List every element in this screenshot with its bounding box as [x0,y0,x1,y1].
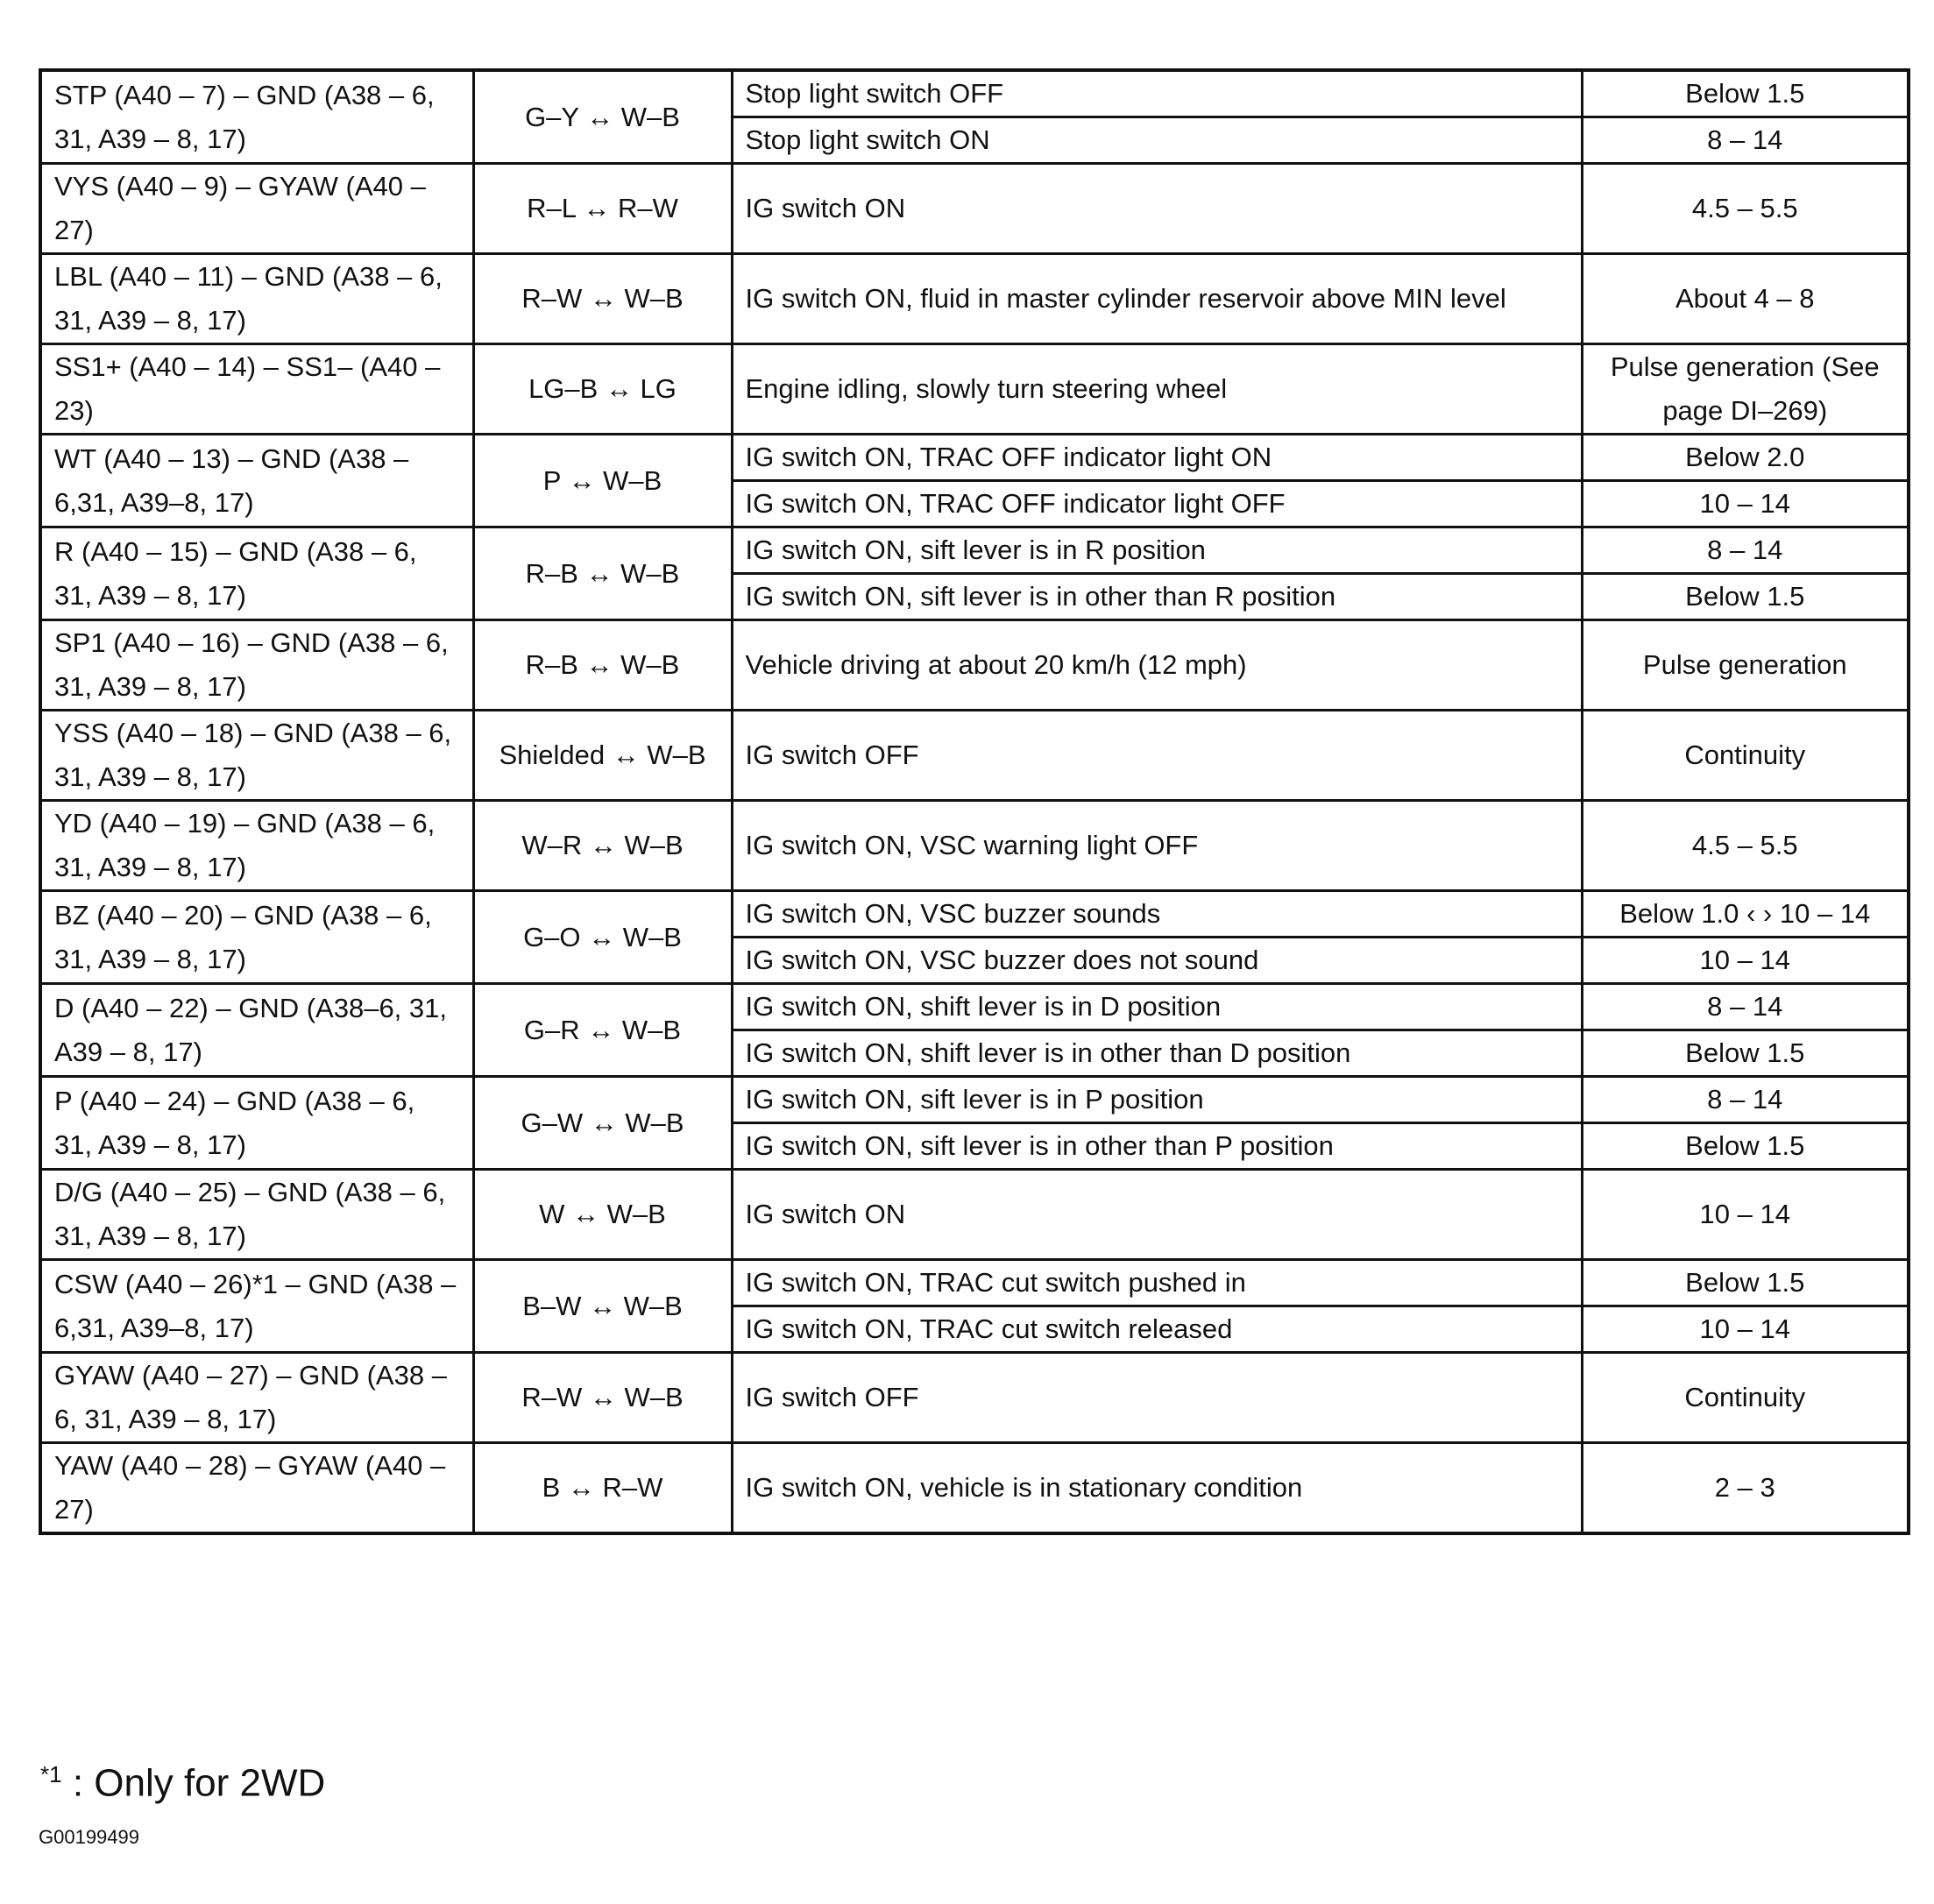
table-row [40,1260,1909,1306]
table-row [40,1077,1909,1123]
wiring-color-cell: W–R ↔ W–B [473,801,732,891]
specified-condition-cell: Continuity [1582,1353,1909,1443]
wiring-color-cell: W ↔ W–B [473,1170,732,1260]
condition-cell: IG switch ON, shift lever is in other than D position [732,1030,1582,1077]
specified-condition-cell: 10 – 14 [1582,1170,1909,1260]
wiring-color-cell: G–O ↔ W–B [473,891,732,984]
specified-condition-cell: 8 – 14 [1582,527,1909,574]
wiring-color-cell: G–R ↔ W–B [473,984,732,1077]
terminal-cell: VYS (A40 – 9) – GYAW (A40 – 27) [40,164,473,254]
specified-condition-cell: 2 – 3 [1582,1443,1909,1534]
specified-condition-cell: Pulse generation [1582,620,1909,711]
wiring-color-cell: Shielded ↔ W–B [473,711,732,801]
specified-condition-cell: 10 – 14 [1582,481,1909,527]
specified-condition-cell: Below 2.0 [1582,435,1909,481]
table-row [40,1170,1909,1260]
condition-cell: Stop light switch ON [732,117,1582,164]
terminal-cell: YD (A40 – 19) – GND (A38 – 6, 31, A39 – 8, 17) [40,801,473,891]
table-row [40,527,1909,574]
specified-condition-cell: 4.5 – 5.5 [1582,164,1909,254]
condition-cell: IG switch ON, fluid in master cylinder reservoir above MIN level [732,254,1582,344]
table-row [40,801,1909,891]
wiring-color-cell: R–L ↔ R–W [473,164,732,254]
table-row [40,891,1909,938]
terminal-cell: SS1+ (A40 – 14) – SS1– (A40 – 23) [40,344,473,435]
table-row [40,1353,1909,1443]
condition-cell: IG switch ON, sift lever is in other than P position [732,1123,1582,1170]
wiring-color-cell: R–B ↔ W–B [473,620,732,711]
figure-id: G00199499 [39,1826,139,1848]
condition-cell: IG switch OFF [732,711,1582,801]
condition-cell: IG switch ON, sift lever is in R position [732,527,1582,574]
condition-cell: IG switch ON, sift lever is in P position [732,1077,1582,1123]
table-row [40,344,1909,435]
condition-cell: IG switch ON, TRAC OFF indicator light ON [732,435,1582,481]
terminal-cell: R (A40 – 15) – GND (A38 – 6, 31, A39 – 8, 17) [40,527,473,620]
condition-cell: IG switch ON, vehicle is in stationary condition [732,1443,1582,1534]
wiring-color-cell: P ↔ W–B [473,435,732,527]
condition-cell: IG switch ON, VSC warning light OFF [732,801,1582,891]
specified-condition-cell: Below 1.0 ‹ › 10 – 14 [1582,891,1909,938]
terminal-cell: GYAW (A40 – 27) – GND (A38 – 6, 31, A39 – 8, 17) [40,1353,473,1443]
footnote-marker: *1 [40,1761,62,1787]
specified-condition-cell: 8 – 14 [1582,984,1909,1030]
table-row [40,164,1909,254]
footnote [39,1761,325,1806]
specified-condition-cell: Below 1.5 [1582,70,1909,117]
condition-cell: Vehicle driving at about 20 km/h (12 mph) [732,620,1582,711]
condition-cell: IG switch ON [732,164,1582,254]
terminal-cell: LBL (A40 – 11) – GND (A38 – 6, 31, A39 – 8, 17) [40,254,473,344]
terminal-cell: WT (A40 – 13) – GND (A38 – 6,31, A39–8, 17) [40,435,473,527]
terminal-cell: D/G (A40 – 25) – GND (A38 – 6, 31, A39 – 8, 17) [40,1170,473,1260]
terminal-cell: YAW (A40 – 28) – GYAW (A40 – 27) [40,1443,473,1534]
specified-condition-cell: 8 – 14 [1582,117,1909,164]
table-row [40,711,1909,801]
wiring-color-cell: R–W ↔ W–B [473,1353,732,1443]
wiring-color-cell: LG–B ↔ LG [473,344,732,435]
wiring-color-cell: R–B ↔ W–B [473,527,732,620]
condition-cell: Engine idling, slowly turn steering wheel [732,344,1582,435]
specified-condition-cell: 4.5 – 5.5 [1582,801,1909,891]
wiring-color-cell: B ↔ R–W [473,1443,732,1534]
footnote-text: : Only for 2WD [72,1761,326,1805]
table-row [40,70,1909,117]
specified-condition-cell: 10 – 14 [1582,1306,1909,1353]
table-row [40,984,1909,1030]
terminal-inspection-table [39,68,1910,1535]
condition-cell: IG switch ON, VSC buzzer does not sound [732,938,1582,984]
condition-cell: IG switch ON [732,1170,1582,1260]
specified-condition-cell: Below 1.5 [1582,574,1909,620]
condition-cell: IG switch ON, shift lever is in D position [732,984,1582,1030]
specified-condition-cell: About 4 – 8 [1582,254,1909,344]
terminal-cell: BZ (A40 – 20) – GND (A38 – 6, 31, A39 – 8, 17) [40,891,473,984]
wiring-color-cell: B–W ↔ W–B [473,1260,732,1353]
condition-cell: IG switch OFF [732,1353,1582,1443]
specified-condition-cell: Below 1.5 [1582,1260,1909,1306]
wiring-color-cell: R–W ↔ W–B [473,254,732,344]
specified-condition-cell: Continuity [1582,711,1909,801]
table-row [40,435,1909,481]
wiring-color-cell: G–W ↔ W–B [473,1077,732,1170]
terminal-cell: SP1 (A40 – 16) – GND (A38 – 6, 31, A39 – 8, 17) [40,620,473,711]
specified-condition-cell: Below 1.5 [1582,1030,1909,1077]
terminal-cell: D (A40 – 22) – GND (A38–6, 31, A39 – 8, 17) [40,984,473,1077]
condition-cell: Stop light switch OFF [732,70,1582,117]
wiring-color-cell: G–Y ↔ W–B [473,70,732,164]
condition-cell: IG switch ON, TRAC OFF indicator light OFF [732,481,1582,527]
table-row [40,1443,1909,1534]
condition-cell: IG switch ON, sift lever is in other than R position [732,574,1582,620]
terminal-cell: P (A40 – 24) – GND (A38 – 6, 31, A39 – 8, 17) [40,1077,473,1170]
table-row [40,620,1909,711]
condition-cell: IG switch ON, TRAC cut switch released [732,1306,1582,1353]
condition-cell: IG switch ON, VSC buzzer sounds [732,891,1582,938]
specified-condition-cell: 8 – 14 [1582,1077,1909,1123]
specified-condition-cell: 10 – 14 [1582,938,1909,984]
condition-cell: IG switch ON, TRAC cut switch pushed in [732,1260,1582,1306]
specified-condition-cell: Pulse generation (See page DI–269) [1582,344,1909,435]
terminal-cell: CSW (A40 – 26)*1 – GND (A38 – 6,31, A39–8, 17) [40,1260,473,1353]
table-row [40,254,1909,344]
terminal-cell: STP (A40 – 7) – GND (A38 – 6, 31, A39 – 8, 17) [40,70,473,164]
terminal-cell: YSS (A40 – 18) – GND (A38 – 6, 31, A39 – 8, 17) [40,711,473,801]
specified-condition-cell: Below 1.5 [1582,1123,1909,1170]
